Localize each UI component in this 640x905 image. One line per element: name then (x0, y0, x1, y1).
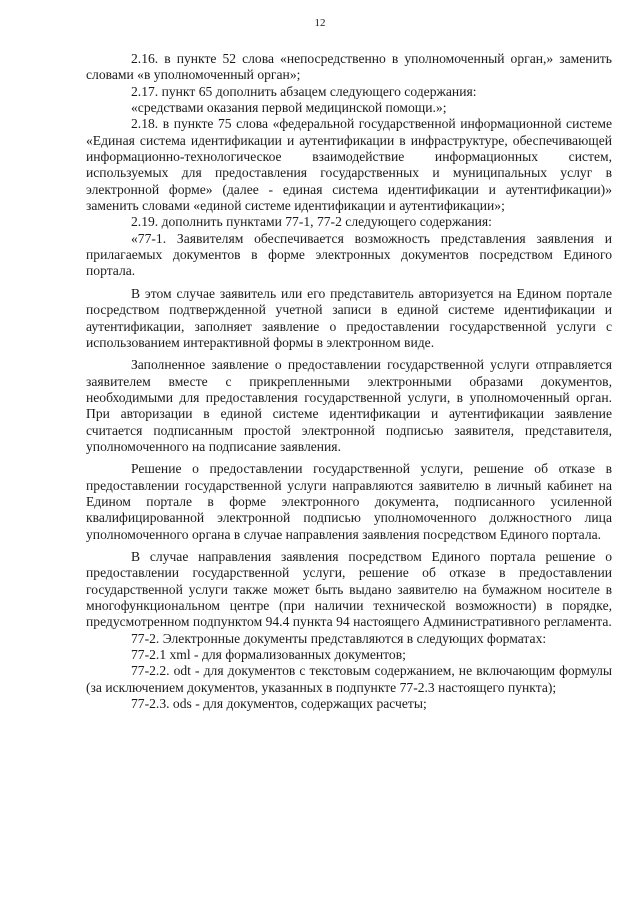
paragraph-submission: Заполненное заявление о предоставлении государственной услуги отправляется заявителем вместе с прикрепленными электронными образами документов, необходимыми для предоставления государственной услуги, в уполномоченный орган. При авторизации в единой системе идентификации и аутентификации заявление считается подписанным простой электронной подписью заявителя, представителя, уполномоченного на подписание заявления. (86, 357, 612, 454)
paragraph-77-2-2: 77-2.2. odt - для документов с текстовым содержанием, не включающим формулы (за исключением документов, указанных в подпункте 77-2.3 настоящего пункта); (86, 663, 612, 695)
paragraph-2-16: 2.16. в пункте 52 слова «непосредственно в уполномоченный орган,» заменить словами «в уполномоченный орган»; (86, 51, 612, 83)
paragraph-2-17-quote: «средствами оказания первой медицинской помощи.»; (131, 100, 447, 116)
paragraph-77-2-3: 77-2.3. ods - для документов, содержащих расчеты; (131, 696, 427, 712)
paragraph-paper-decision: В случае направления заявления посредством Единого портала решение о предоставлении государственной услуги, решение об отказе в предоставлении государственной услуги также может быть выдано заявителю на бумажном носителе в многофункциональном центре (при наличии технической возможности) в порядке, предусмотренном подпунктом 94.4 пункта 94 настоящего Административного регламента. (86, 548, 612, 630)
paragraph-decision: Решение о предоставлении государственной услуги, решение об отказе в предоставлении государственной услуги направляются заявителю в личный кабинет на Едином портале в форме электронного документа, подписанного усиленной квалифицированной электронной подписью уполномоченного должностного лица уполномоченного органа в случае направления заявления посредством Единого портала. (86, 461, 612, 542)
document-body (86, 51, 612, 712)
paragraph-77-1: «77-1. Заявителям обеспечивается возможность представления заявления и прилагаемых документов в форме электронных документов посредством Единого портала. (86, 230, 612, 279)
paragraph-77-2: 77-2. Электронные документы представляются в следующих форматах: (131, 630, 547, 646)
paragraph-authorization: В этом случае заявитель или его представитель авторизуется на Едином портале посредством подтвержденной учетной записи в единой системе идентификации и аутентификации, заполняет заявление о предоставлении государственной услуги с использованием интерактивной формы в электронном виде. (86, 285, 612, 350)
paragraph-2-18: 2.18. в пункте 75 слова «федеральной государственной информационной системе «Единая система идентификации и аутентификации в инфраструктуре, обеспечивающей информационно-технологическое взаимодействие информационных систем, используемых для предоставления государственных и муниципальных услуг в электронной форме» (далее - единая система идентификации и аутентификации)» заменить словами «единой системе идентификации и аутентификации»; (86, 116, 612, 214)
paragraph-2-19: 2.19. дополнить пунктами 77-1, 77-2 следующего содержания: (131, 214, 492, 230)
paragraph-77-2-1: 77-2.1 xml - для формализованных документов; (131, 647, 406, 663)
paragraph-2-17: 2.17. пункт 65 дополнить абзацем следующего содержания: (131, 83, 477, 99)
page-number: 12 (314, 17, 326, 29)
